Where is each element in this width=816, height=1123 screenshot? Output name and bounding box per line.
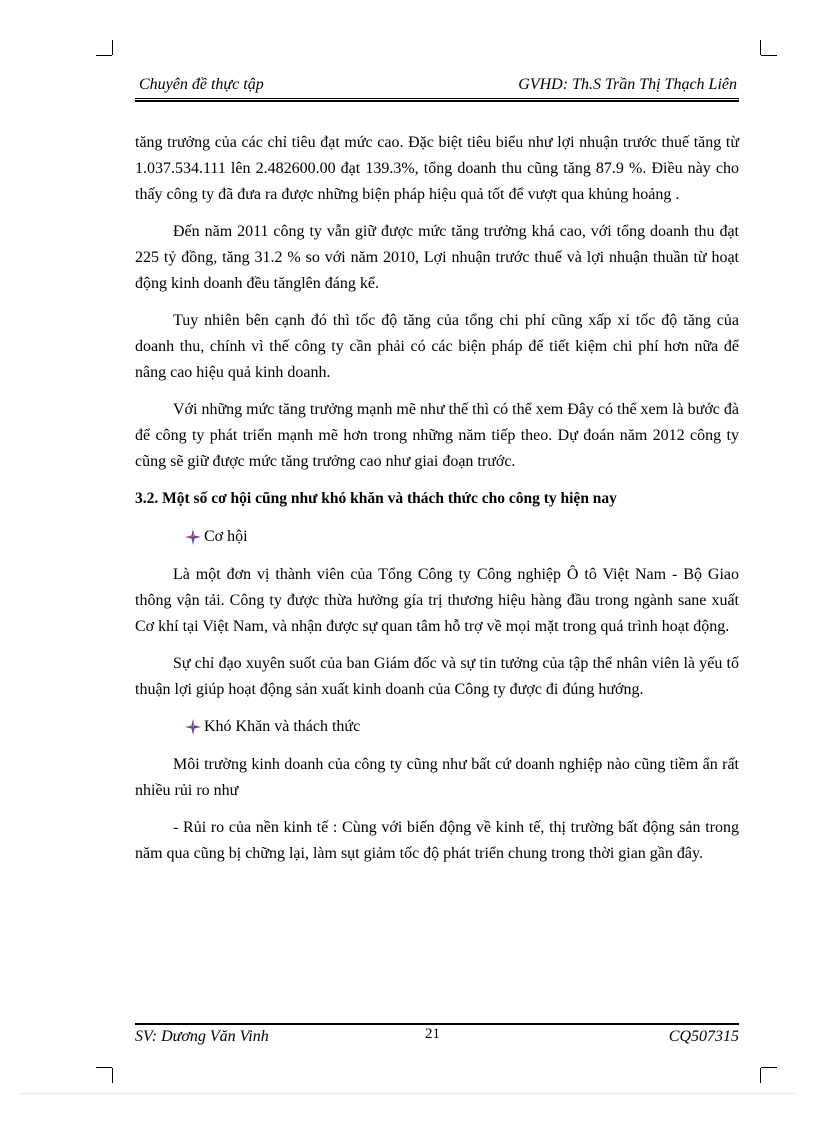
paragraph: Tuy nhiên bên cạnh đó thì tốc độ tăng của tổng chi phí cũng xấp xỉ tốc độ tăng của doanh thu, chính vì thế công ty cần phải có các biện pháp để tiết kiệm chi phí hơn nữa để nâng cao hiệu quả kinh doanh. xyxy=(135,312,739,381)
crop-mark-bottom-right-h xyxy=(761,1067,777,1068)
four-point-star-bullet-icon xyxy=(185,719,201,735)
header-advisor: GVHD: Th.S Trần Thị Thạch Liên xyxy=(518,76,737,93)
header-rule xyxy=(135,98,739,102)
header-title: Chuyên đề thực tập xyxy=(139,76,264,93)
footer-student: SV: Dương Văn Vinh xyxy=(135,1028,269,1045)
paragraph: Với những mức tăng trưởng mạnh mẽ như thế thì có thể xem Đây có thể xem là bước đà để công ty phát triển mạnh mẽ hơn trong những năm tiếp theo. Dự đoán năm 2012 công ty cũng sẽ giữ được mức tăng trưởng cao như giai đoạn trước. xyxy=(135,401,739,470)
paragraph: Môi trường kinh doanh của công ty cũng như bất cứ doanh nghiệp nào cũng tiềm ẩn rất nhiều rủi ro như xyxy=(135,756,739,799)
crop-mark-top-left-h xyxy=(96,55,112,56)
page-body xyxy=(135,130,739,878)
footer-rule xyxy=(135,1023,739,1025)
paragraph: Đến năm 2011 công ty vẫn giữ được mức tăng trưởng khá cao, với tổng doanh thu đạt 225 tỷ đồng, tăng 31.2 % so với năm 2010, Lợi nhuận trước thuế và lợi nhuận thuần từ hoạt động kinh doanh đều tănglên đáng kể. xyxy=(135,223,739,292)
bullet-label: Cơ hội xyxy=(204,528,248,545)
page-header xyxy=(135,74,739,98)
page-number: 21 xyxy=(425,1026,440,1042)
crop-mark-bottom-right xyxy=(760,1068,761,1083)
crop-mark-bottom-left-h xyxy=(96,1067,112,1068)
bullet-opportunity xyxy=(135,524,739,550)
paragraph: Sự chỉ đạo xuyên suốt của ban Giám đốc và sự tin tưởng của tập thể nhân viên là yếu tố thuận lợi giúp hoạt động sản xuất kinh doanh của Công ty được đi đúng hướng. xyxy=(135,655,739,698)
bullet-label: Khó Khăn và thách thức xyxy=(204,718,361,735)
page-edge-dotted-line xyxy=(20,1093,796,1094)
crop-mark-top-right-h xyxy=(761,55,777,56)
paragraph: tăng trưởng của các chỉ tiêu đạt mức cao. Đặc biệt tiêu biểu như lợi nhuận trước thuế tăng từ 1.037.534.111 lên 2.482600.00 đạt 139.3%, tổng doanh thu cũng tăng 87.9 %. Điều này cho thấy công ty đã đưa ra được những biện pháp hiệu quả tốt để vượt qua khủng hoảng . xyxy=(135,134,739,203)
paragraph: Là một đơn vị thành viên của Tổng Công ty Công nghiệp Ô tô Việt Nam - Bộ Giao thông vận tải. Công ty được thừa hưởng gía trị thương hiệu hàng đầu trong ngành sane xuất Cơ khí tại Việt Nam, và nhận được sự quan tâm hỗ trợ về mọi mặt trong quá trình hoạt động. xyxy=(135,566,739,635)
bullet-challenges xyxy=(135,714,739,740)
paragraph: - Rủi ro của nền kinh tế : Cùng với biến động về kinh tế, thị trường bất động sản trong năm qua cũng bị chững lại, làm sụt giảm tốc độ phát triển chung trong thời gian gần đây. xyxy=(135,819,739,862)
four-point-star-bullet-icon xyxy=(185,529,201,545)
section-heading: 3.2. Một số cơ hội cũng như khó khăn và thách thức cho công ty hiện nay xyxy=(135,490,617,507)
crop-mark-top-right xyxy=(760,40,761,55)
crop-mark-bottom-left xyxy=(112,1068,113,1083)
footer-student-id: CQ507315 xyxy=(668,1028,739,1045)
crop-mark-top-left xyxy=(112,40,113,55)
page-footer xyxy=(135,1026,739,1050)
